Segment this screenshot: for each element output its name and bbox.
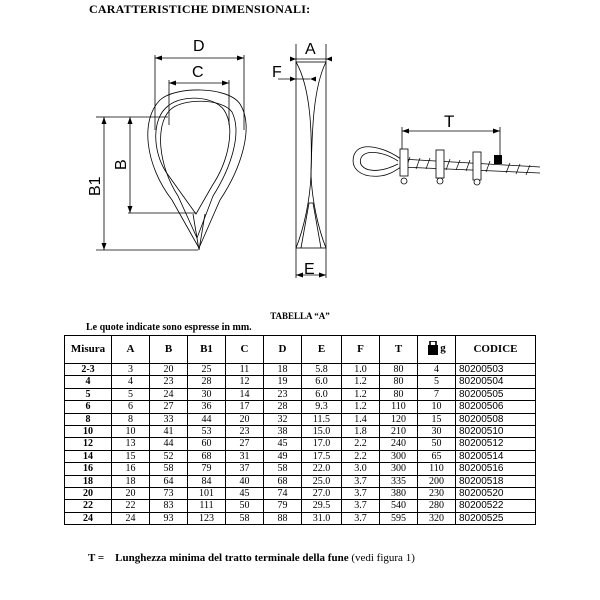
table-cell: 27.0 — [302, 488, 342, 500]
dimensions-table — [64, 335, 536, 525]
footnote-text: Lunghezza minima del tratto terminale della fune — [115, 552, 349, 564]
cell-misura: 5 — [65, 388, 112, 400]
table-cell: 15.0 — [302, 426, 342, 438]
table-cell: 111 — [188, 500, 226, 512]
table-cell: 2.2 — [342, 438, 380, 450]
cell-codice: 80200506 — [456, 401, 536, 413]
rope-clamp — [436, 150, 444, 178]
table-row — [65, 450, 536, 462]
label-F: F — [272, 64, 282, 81]
cell-codice: 80200514 — [456, 450, 536, 462]
rope-clamp — [400, 149, 408, 176]
table-cell: 30 — [418, 426, 456, 438]
table-cell: 50 — [226, 500, 264, 512]
table-cell: 93 — [150, 512, 188, 524]
table-cell: 540 — [380, 500, 418, 512]
col-header-codice: CODICE — [456, 336, 536, 364]
table-cell: 6.0 — [302, 388, 342, 400]
table-cell: 28 — [188, 376, 226, 388]
table-title: TABELLA “A” — [270, 311, 330, 321]
table-cell: 1.0 — [342, 364, 380, 376]
table-cell: 5.8 — [302, 364, 342, 376]
weight-unit: g — [440, 342, 446, 355]
cell-misura: 4 — [65, 376, 112, 388]
table-cell: 45 — [264, 438, 302, 450]
cell-misura: 24 — [65, 512, 112, 524]
table-cell: 28 — [264, 401, 302, 413]
table-cell: 200 — [418, 475, 456, 487]
rope-clamp — [473, 152, 481, 180]
label-B1: B1 — [87, 176, 104, 196]
table-cell: 23 — [264, 388, 302, 400]
table-cell: 101 — [188, 488, 226, 500]
table-cell: 3.7 — [342, 500, 380, 512]
table-cell: 18 — [112, 475, 150, 487]
table-row — [65, 401, 536, 413]
table-cell: 32 — [264, 413, 302, 425]
label-D: D — [193, 38, 205, 55]
table-cell: 10 — [418, 401, 456, 413]
table-cell: 22 — [112, 500, 150, 512]
table-cell: 23 — [150, 376, 188, 388]
cell-codice: 80200518 — [456, 475, 536, 487]
footnote — [88, 552, 415, 564]
table-cell: 18 — [264, 364, 302, 376]
table-cell: 58 — [226, 512, 264, 524]
table-cell: 3.0 — [342, 463, 380, 475]
table-cell: 17.0 — [302, 438, 342, 450]
table-row — [65, 488, 536, 500]
table-cell: 38 — [264, 426, 302, 438]
table-cell: 88 — [264, 512, 302, 524]
table-cell: 31 — [226, 450, 264, 462]
table-cell: 25 — [188, 364, 226, 376]
table-cell: 60 — [188, 438, 226, 450]
table-cell: 300 — [380, 450, 418, 462]
cell-misura: 20 — [65, 488, 112, 500]
table-cell: 9.3 — [302, 401, 342, 413]
table-cell: 5 — [418, 376, 456, 388]
table-cell: 11.5 — [302, 413, 342, 425]
table-cell: 14 — [226, 388, 264, 400]
table-cell: 15 — [418, 413, 456, 425]
table-cell: 17 — [226, 401, 264, 413]
cell-misura: 18 — [65, 475, 112, 487]
label-C: C — [192, 64, 204, 81]
table-cell: 210 — [380, 426, 418, 438]
table-cell: 24 — [112, 512, 150, 524]
table-cell: 11 — [226, 364, 264, 376]
table-row — [65, 512, 536, 524]
table-cell: 17.5 — [302, 450, 342, 462]
table-cell: 58 — [264, 463, 302, 475]
table-row — [65, 463, 536, 475]
col-header-c: C — [226, 336, 264, 364]
cell-misura: 16 — [65, 463, 112, 475]
table-cell: 23 — [226, 426, 264, 438]
cell-codice: 80200503 — [456, 364, 536, 376]
table-cell: 74 — [264, 488, 302, 500]
table-cell: 68 — [188, 450, 226, 462]
table-cell: 53 — [188, 426, 226, 438]
table-cell: 5 — [112, 388, 150, 400]
table-cell: 1.2 — [342, 388, 380, 400]
table-cell: 50 — [418, 438, 456, 450]
cell-codice: 80200508 — [456, 413, 536, 425]
table-cell: 16 — [112, 463, 150, 475]
table-cell: 1.4 — [342, 413, 380, 425]
label-T: T — [444, 112, 455, 131]
table-header-row — [65, 336, 536, 364]
cell-codice: 80200505 — [456, 388, 536, 400]
table-cell: 80 — [380, 376, 418, 388]
table-row — [65, 364, 536, 376]
table-cell: 4 — [418, 364, 456, 376]
table-cell: 22.0 — [302, 463, 342, 475]
table-cell: 20 — [150, 364, 188, 376]
col-header-b1: B1 — [188, 336, 226, 364]
label-B: B — [113, 159, 130, 170]
table-row — [65, 500, 536, 512]
cell-codice: 80200520 — [456, 488, 536, 500]
table-cell: 3.7 — [342, 475, 380, 487]
cell-misura: 12 — [65, 438, 112, 450]
cell-codice: 80200512 — [456, 438, 536, 450]
table-cell: 1.8 — [342, 426, 380, 438]
table-cell: 120 — [380, 413, 418, 425]
table-cell: 27 — [150, 401, 188, 413]
table-cell: 380 — [380, 488, 418, 500]
table-cell: 8 — [112, 413, 150, 425]
table-cell: 1.2 — [342, 401, 380, 413]
table-cell: 19 — [264, 376, 302, 388]
table-cell: 24 — [150, 388, 188, 400]
table-cell: 15 — [112, 450, 150, 462]
table-cell: 230 — [418, 488, 456, 500]
footnote-reference: (vedi figura 1) — [351, 552, 415, 564]
table-cell: 320 — [418, 512, 456, 524]
table-cell: 58 — [150, 463, 188, 475]
table-cell: 73 — [150, 488, 188, 500]
table-cell: 41 — [150, 426, 188, 438]
table-row — [65, 426, 536, 438]
table-cell: 45 — [226, 488, 264, 500]
table-cell: 36 — [188, 401, 226, 413]
table-cell: 3 — [112, 364, 150, 376]
cell-misura: 10 — [65, 426, 112, 438]
cell-codice: 80200516 — [456, 463, 536, 475]
table-cell: 79 — [264, 500, 302, 512]
table-cell: 110 — [380, 401, 418, 413]
col-header-f: F — [342, 336, 380, 364]
table-cell: 25.0 — [302, 475, 342, 487]
table-cell: 123 — [188, 512, 226, 524]
table-cell: 29.5 — [302, 500, 342, 512]
table-cell: 20 — [226, 413, 264, 425]
table-cell: 7 — [418, 388, 456, 400]
table-cell: 110 — [418, 463, 456, 475]
table-cell: 40 — [226, 475, 264, 487]
col-header-misura: Misura — [65, 336, 112, 364]
cell-misura: 2-3 — [65, 364, 112, 376]
table-cell: 79 — [188, 463, 226, 475]
table-row — [65, 376, 536, 388]
cell-misura: 8 — [65, 413, 112, 425]
table-cell: 80 — [380, 364, 418, 376]
cell-misura: 6 — [65, 401, 112, 413]
table-cell: 37 — [226, 463, 264, 475]
table-cell: 3.7 — [342, 488, 380, 500]
table-cell: 44 — [188, 413, 226, 425]
table-cell: 44 — [150, 438, 188, 450]
table-subtitle: Le quote indicate sono espresse in mm. — [86, 322, 252, 333]
col-header-b: B — [150, 336, 188, 364]
table-cell: 30 — [188, 388, 226, 400]
thimble-inner-outline — [156, 98, 230, 214]
table-cell: 68 — [264, 475, 302, 487]
table-cell: 3.7 — [342, 512, 380, 524]
table-cell: 49 — [264, 450, 302, 462]
table-cell: 1.2 — [342, 376, 380, 388]
table-cell: 240 — [380, 438, 418, 450]
table-row — [65, 475, 536, 487]
cell-codice: 80200525 — [456, 512, 536, 524]
table-cell: 12 — [226, 376, 264, 388]
table-cell: 6.0 — [302, 376, 342, 388]
table-row — [65, 413, 536, 425]
cell-codice: 80200522 — [456, 500, 536, 512]
thimble-outer-outline — [148, 90, 246, 248]
table-cell: 64 — [150, 475, 188, 487]
table-cell: 80 — [380, 388, 418, 400]
cell-misura: 14 — [65, 450, 112, 462]
footnote-label: T = — [88, 552, 105, 564]
col-header-t: T — [380, 336, 418, 364]
col-header-d: D — [264, 336, 302, 364]
weight-icon — [427, 341, 439, 355]
table-cell: 300 — [380, 463, 418, 475]
label-E: E — [304, 261, 315, 278]
cell-misura: 22 — [65, 500, 112, 512]
col-header-weight — [418, 336, 456, 364]
table-cell: 10 — [112, 426, 150, 438]
table-cell: 65 — [418, 450, 456, 462]
table-row — [65, 388, 536, 400]
rope-end-cap — [494, 155, 502, 164]
table-row — [65, 438, 536, 450]
table-cell: 6 — [112, 401, 150, 413]
cell-codice: 80200510 — [456, 426, 536, 438]
table-cell: 31.0 — [302, 512, 342, 524]
table-cell: 595 — [380, 512, 418, 524]
table-cell: 2.2 — [342, 450, 380, 462]
table-cell: 13 — [112, 438, 150, 450]
table-cell: 335 — [380, 475, 418, 487]
table-cell: 84 — [188, 475, 226, 487]
col-header-e: E — [302, 336, 342, 364]
table-cell: 20 — [112, 488, 150, 500]
table-cell: 52 — [150, 450, 188, 462]
table-cell: 27 — [226, 438, 264, 450]
table-cell: 4 — [112, 376, 150, 388]
thimble-groove-outline — [161, 101, 236, 238]
table-cell: 83 — [150, 500, 188, 512]
cell-codice: 80200504 — [456, 376, 536, 388]
col-header-a: A — [112, 336, 150, 364]
label-A: A — [305, 41, 316, 58]
table-cell: 280 — [418, 500, 456, 512]
page-heading: CARATTERISTICHE DIMENSIONALI: — [89, 2, 311, 16]
table-cell: 33 — [150, 413, 188, 425]
